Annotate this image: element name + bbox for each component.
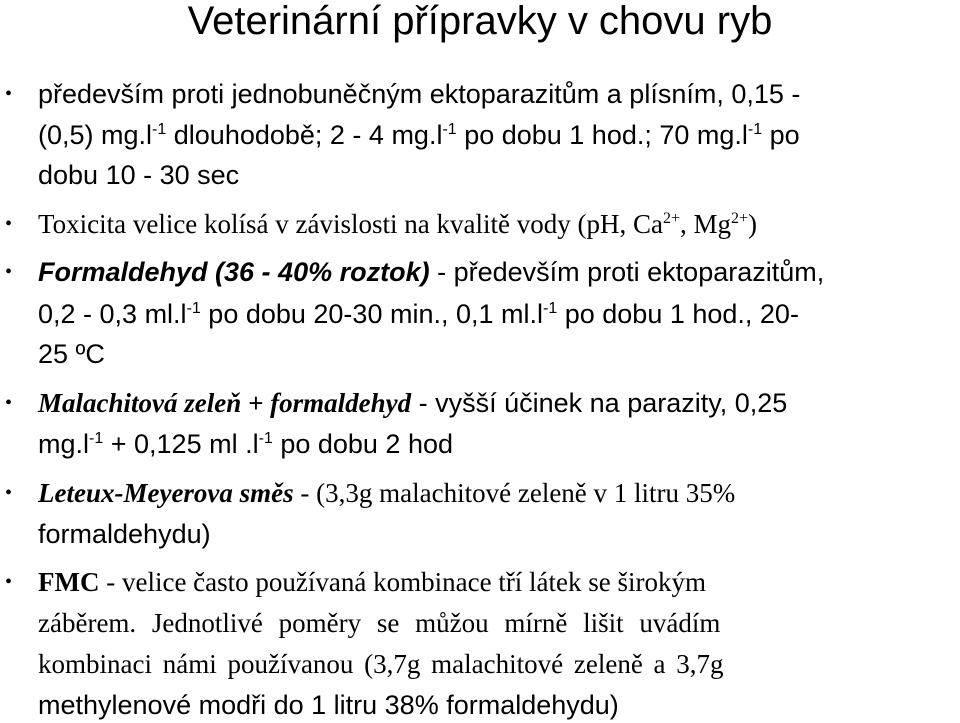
slide-title: Veterinární přípravky v chovu ryb [187,0,773,43]
bullet-5-line-1: Leteux-Meyerova směs - (3,3g malachitové zeleně v 1 litru 35% [38,478,736,508]
bullet-2-line-1: Toxicita velice kolísá v závislosti na kvalitě vody (pH, $Ca^{2+}$, $Mg^{2+}$) [38,209,758,239]
bullet-1-line-1: především proti jednobuněčným ektoparazitům a plísním, 0,15 - [38,79,801,109]
malachit-formaldehyd-term: Malachitová zeleň + formaldehyd [38,388,412,418]
bullet-1-line-3: dobu 10 - 30 sec [38,160,240,190]
bullet-marker: • [5,213,13,235]
bullet-5-line-2: formaldehydu) [38,519,211,549]
bullet-6-line-1: FMC - velice často používaná kombinace tří látek se širokým [38,567,707,597]
bullet-6-line-2: záběrem. Jednotlivé poměry se můžou mírně lišit uvádím [38,608,721,638]
leteux-meyer-term: Leteux-Meyerova směs [38,478,294,508]
bullet-marker: • [5,83,13,105]
bullet-4-line-2: $mg.l^{-1} + 0,125$ ml $.l^{-1}$ po dobu 2 hod [38,429,453,459]
fmc-term: FMC [38,567,100,597]
formaldehyd-term: Formaldehyd (36 - 40% roztok) [38,257,430,287]
bullet-marker: • [5,392,13,414]
bullet-marker: • [5,261,13,283]
bullet-3-line-1: Formaldehyd (36 - 40% roztok) - především proti ektoparazitům, [38,257,825,287]
bullet-4-line-1: Malachitová zeleň + formaldehyd - vyšší účinek na parazity, 0,25 [38,388,788,418]
bullet-6-line-3: kombinaci námi používanou (3,7g malachitové zeleně a 3,7g [38,649,724,679]
bullet-marker: • [5,571,13,593]
bullet-3-line-2: 0,2 - 0,3 $ml.l^{-1}$ po dobu 20-30 min., 0,1 $ml.l^{-1}$ po dobu 1 hod., 20- [38,299,799,329]
bullet-marker: • [5,482,13,504]
bullet-3-line-3: 25 ºC [38,339,105,369]
bullet-6-line-4: methylenové modři do 1 litru 38% formaldehydu) [38,690,619,720]
bullet-1-line-2: (0,5) $mg.l^{-1}$ dlouhodobě; 2 - 4 $mg.l^{-1}$ po dobu 1 hod.; 70 $mg.l^{-1}$ po [38,120,800,150]
